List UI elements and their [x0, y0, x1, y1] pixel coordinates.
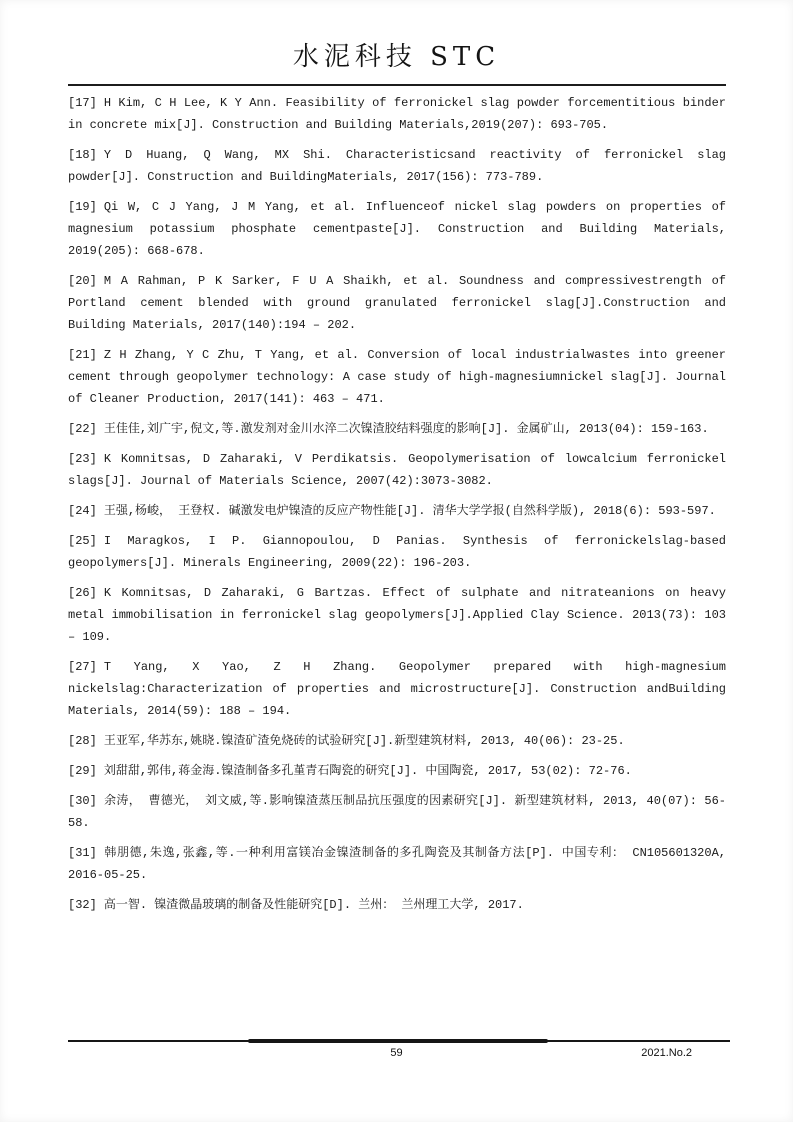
reference-label: [18] [68, 148, 97, 162]
journal-title: 水泥科技 STC [292, 42, 501, 72]
issue-number: 2021.No.2 [641, 1047, 692, 1059]
reference-text: K Komnitsas, D Zaharaki, G Bartzas. Effect of sulphate and nitrateanions on heavy metal immobilisation in ferronickel slag geopolymers[J].Applied Clay Science. 2013(73): 103 – 109. [68, 586, 726, 644]
reference-text: 王强,杨峻， 王登权. 碱激发电炉镍渣的反应产物性能[J]. 清华大学学报(自然科学版), 2018(6): 593-597. [103, 504, 716, 518]
reference-text: M A Rahman, P K Sarker, F U A Shaikh, et al. Soundness and compressivestrength of Portland cement blended with ground granulated ferronickel slag[J].Construction and Building Materials, 2017(140):194 – 202. [68, 274, 726, 332]
reference-item-31 [68, 842, 726, 886]
reference-text: 王佳佳,刘广宇,倪文,等.激发剂对金川水淬二次镍渣胶结料强度的影响[J]. 金属矿山, 2013(04): 159-163. [103, 422, 709, 436]
reference-item-26 [68, 582, 726, 648]
reference-label: [32] [68, 898, 97, 912]
reference-label: [27] [68, 660, 97, 674]
reference-item-25 [68, 530, 726, 574]
reference-label: [20] [68, 274, 97, 288]
reference-item-23 [68, 448, 726, 492]
reference-item-18 [68, 144, 726, 188]
page-number: 59 [390, 1047, 403, 1059]
reference-item-27 [68, 656, 726, 722]
reference-item-30 [68, 790, 726, 834]
reference-label: [28] [68, 734, 97, 748]
reference-text: Qi W, C J Yang, J M Yang, et al. Influenceof nickel slag powders on properties of magnesium potassium phosphate cementpaste[J]. Construction and Building Materials, 2019(205): 668-678. [68, 200, 726, 258]
reference-text: Z H Zhang, Y C Zhu, T Yang, et al. Conversion of local industrialwastes into greener cement through geopolymer technology: A case study of high-magnesiumnickel slag[J]. Journal of Cleaner Production, 2017(141): 463 – 471. [68, 348, 726, 406]
reference-label: [24] [68, 504, 97, 518]
reference-label: [22] [68, 422, 97, 436]
reference-label: [29] [68, 764, 97, 778]
reference-text: 余涛， 曹德光， 刘文威,等.影响镍渣蒸压制品抗压强度的因素研究[J]. 新型建筑材料, 2013, 40(07): 56-58. [68, 794, 726, 830]
reference-item-17 [68, 92, 726, 136]
header-divider [68, 84, 726, 86]
reference-text: 高一智. 镍渣微晶玻璃的制备及性能研究[D]. 兰州： 兰州理工大学, 2017. [103, 898, 524, 912]
reference-item-24 [68, 500, 726, 522]
reference-label: [17] [68, 96, 97, 110]
reference-label: [25] [68, 534, 97, 548]
reference-item-28 [68, 730, 726, 752]
reference-label: [31] [68, 846, 97, 860]
reference-text: Y D Huang, Q Wang, MX Shi. Characteristicsand reactivity of ferronickel slag powder[J]. Construction and BuildingMaterials, 2017(156): 773-789. [68, 148, 726, 184]
reference-text: T Yang, X Yao, Z H Zhang. Geopolymer prepared with high-magnesium nickelslag:Characterization of properties and microstructure[J]. Construction andBuilding Materials, 2014(59): 188 – 194. [68, 660, 726, 718]
reference-item-20 [68, 270, 726, 336]
reference-item-19 [68, 196, 726, 262]
reference-text: 韩朋德,朱逸,张鑫,等.一种利用富镁冶金镍渣制备的多孔陶瓷及其制备方法[P]. 中国专利： CN105601320A, 2016-05-25. [68, 846, 726, 882]
reference-text: H Kim, C H Lee, K Y Ann. Feasibility of ferronickel slag powder forcementitious binder in concrete mix[J]. Construction and Building Materials,2019(207): 693-705. [68, 96, 726, 132]
reference-text: K Komnitsas, D Zaharaki, V Perdikatsis. Geopolymerisation of lowcalcium ferronickel slags[J]. Journal of Materials Science, 2007(42):3073-3082. [68, 452, 726, 488]
reference-item-32 [68, 894, 726, 916]
reference-label: [26] [68, 586, 97, 600]
reference-text: I Maragkos, I P. Giannopoulou, D Panias. Synthesis of ferronickelslag-based geopolymers[J]. Minerals Engineering, 2009(22): 196-203. [68, 534, 726, 570]
reference-label: [30] [68, 794, 97, 808]
reference-label: [21] [68, 348, 97, 362]
reference-label: [23] [68, 452, 97, 466]
footer-divider [68, 1040, 730, 1042]
reference-label: [19] [68, 200, 97, 214]
reference-item-21 [68, 344, 726, 410]
reference-item-22 [68, 418, 726, 440]
reference-text: 刘甜甜,郭伟,蒋金海.镍渣制备多孔堇青石陶瓷的研究[J]. 中国陶瓷, 2017, 53(02): 72-76. [103, 764, 632, 778]
reference-item-29 [68, 760, 726, 782]
reference-text: 王亚军,华苏东,姚晓.镍渣矿渣免烧砖的试验研究[J].新型建筑材料, 2013, 40(06): 23-25. [103, 734, 625, 748]
references-list [68, 92, 726, 924]
